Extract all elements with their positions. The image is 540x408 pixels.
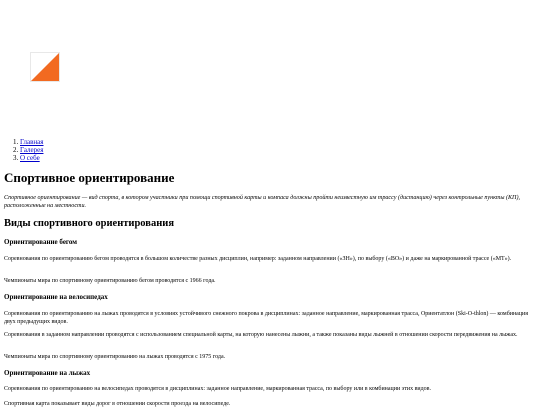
section-heading-ski: Ориентирование на лыжах [4,369,91,377]
section-paragraph: Соревнования по ориентированию бегом проводятся в большом количестве разных дисциплин, например: заданном направлении («ЗН»), по выбору («ВО») и даже на маркированной трассе («МТ»). [4,256,512,262]
nav-item-about [20,154,44,162]
main-nav [3,138,44,162]
nav-item-gallery [20,146,44,154]
nav-item-home [20,138,44,146]
section-paragraph: Чемпионаты мира по спортивному ориентированию бегом проводятся с 1966 года. [4,278,216,284]
section-heading-running: Ориентирование бегом [4,238,78,246]
nav-link-home[interactable]: Главная [20,138,44,146]
intro-paragraph: Спортивное ориентирование — вид спорта, в котором участники при помощи спортивной карты и компаса должны пройти неизвестную им трассу (дистанцию) через контрольные пункты (КП), расположенные на местности. [4,195,521,209]
section-heading-bicycle: Ориентирование на велосипедах [4,293,108,301]
section-paragraph: Спортивная карта показывает виды дорог в отношении скорости проезда на велосипеде. [4,401,231,407]
types-heading: Виды спортивного ориентирования [4,218,174,229]
nav-link-about[interactable]: О себе [20,154,40,162]
section-paragraph: Соревнования по ориентированию на велосипедах проводятся в дисциплинах: заданное направление, маркированная трасса, по выбору или в комбинации этих видов. [4,386,432,392]
nav-link-gallery[interactable]: Галерея [20,146,44,154]
site-logo[interactable] [30,52,60,82]
section-paragraph: Соревнования в заданном направлении проводятся с использованием специальной карты, на которую нанесены лыжни, а также показаны виды лыжней в отношении скорости передвижения на лыжах. [4,332,518,338]
section-paragraph: Чемпионаты мира по спортивному ориентированию на лыжах проводятся с 1975 года. [4,354,226,360]
page-title: Спортивное ориентирование [4,170,175,185]
section-paragraph: Соревнования по ориентированию на лыжах проводятся в условиях устойчивого снежного покрова в дисциплинах: заданное направление, маркированная трасса, Ориентатлон (Ski-O-thlon) — комбинация двух предыдущих видов. [4,311,529,325]
orienteering-flag-icon [31,53,59,81]
